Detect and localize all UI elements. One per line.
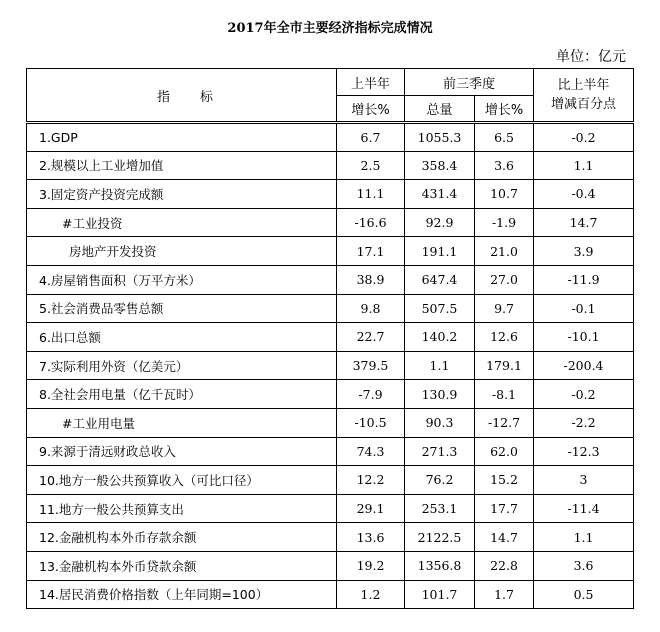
row-name: 6.出口总额	[27, 323, 337, 352]
cell-diff: -2.2	[534, 408, 634, 437]
table-row	[27, 466, 634, 495]
cell-q3-growth: 21.0	[475, 237, 534, 266]
row-name: 1.GDP	[27, 123, 337, 152]
row-name: #工业用电量	[27, 408, 337, 437]
row-name: 8.全社会用电量（亿千瓦时）	[27, 380, 337, 409]
row-name: 3.固定资产投资完成额	[27, 180, 337, 209]
row-name: 12.金融机构本外币存款余额	[27, 523, 337, 552]
cell-diff: 14.7	[534, 208, 634, 237]
cell-h1-growth: 1.2	[337, 580, 405, 609]
cell-q3-total: 101.7	[405, 580, 475, 609]
cell-q3-growth: 9.7	[475, 294, 534, 323]
cell-q3-total: 191.1	[405, 237, 475, 266]
table-row	[27, 551, 634, 580]
table-row	[27, 523, 634, 552]
cell-q3-growth: -1.9	[475, 208, 534, 237]
row-name: 5.社会消费品零售总额	[27, 294, 337, 323]
cell-h1-growth: 6.7	[337, 123, 405, 152]
cell-diff: -0.2	[534, 380, 634, 409]
cell-q3-total: 76.2	[405, 466, 475, 495]
cell-q3-growth: 6.5	[475, 123, 534, 152]
cell-diff: -0.1	[534, 294, 634, 323]
header-indicator-char-2: 标	[200, 89, 214, 105]
cell-diff: 3.9	[534, 237, 634, 266]
cell-h1-growth: 379.5	[337, 351, 405, 380]
cell-q3-growth: 179.1	[475, 351, 534, 380]
table-row	[27, 408, 634, 437]
cell-diff: 3.6	[534, 551, 634, 580]
cell-q3-total: 90.3	[405, 408, 475, 437]
table-row	[27, 237, 634, 266]
cell-h1-growth: 12.2	[337, 466, 405, 495]
cell-q3-total: 2122.5	[405, 523, 475, 552]
cell-q3-growth: 15.2	[475, 466, 534, 495]
cell-q3-total: 431.4	[405, 180, 475, 209]
cell-h1-growth: -7.9	[337, 380, 405, 409]
header-indicator	[27, 69, 337, 123]
table-row	[27, 323, 634, 352]
cell-q3-total: 1055.3	[405, 123, 475, 152]
row-name: 4.房屋销售面积（万平方米）	[27, 265, 337, 294]
header-indicator-char-1: 指	[157, 89, 171, 105]
header-q3-growth: 增长%	[475, 96, 534, 123]
cell-diff: -11.4	[534, 494, 634, 523]
cell-q3-growth: -12.7	[475, 408, 534, 437]
cell-h1-growth: 11.1	[337, 180, 405, 209]
table-row	[27, 208, 634, 237]
cell-diff: -0.2	[534, 123, 634, 152]
cell-diff: 3	[534, 466, 634, 495]
cell-diff: -10.1	[534, 323, 634, 352]
row-name: 2.规模以上工业增加值	[27, 151, 337, 180]
cell-q3-total: 1.1	[405, 351, 475, 380]
table-row	[27, 380, 634, 409]
header-h1-growth: 增长%	[337, 96, 405, 123]
cell-diff: 1.1	[534, 523, 634, 552]
table-row	[27, 437, 634, 466]
header-q3: 前三季度	[405, 69, 534, 96]
header-diff	[534, 69, 634, 123]
cell-q3-growth: 27.0	[475, 265, 534, 294]
cell-q3-total: 1356.8	[405, 551, 475, 580]
table-header	[27, 69, 634, 123]
table-body	[27, 123, 634, 609]
row-name: 房地产开发投资	[27, 237, 337, 266]
cell-h1-growth: 22.7	[337, 323, 405, 352]
cell-h1-growth: 74.3	[337, 437, 405, 466]
cell-h1-growth: 29.1	[337, 494, 405, 523]
row-name: #工业投资	[27, 208, 337, 237]
cell-q3-growth: 10.7	[475, 180, 534, 209]
table-row	[27, 265, 634, 294]
cell-q3-growth: 3.6	[475, 151, 534, 180]
table-row	[27, 580, 634, 609]
table-row	[27, 294, 634, 323]
header-h1: 上半年	[337, 69, 405, 96]
cell-q3-total: 271.3	[405, 437, 475, 466]
cell-h1-growth: -10.5	[337, 408, 405, 437]
table-row	[27, 180, 634, 209]
row-name: 10.地方一般公共预算收入（可比口径）	[27, 466, 337, 495]
table-row	[27, 494, 634, 523]
cell-q3-total: 140.2	[405, 323, 475, 352]
row-name: 13.金融机构本外币贷款余额	[27, 551, 337, 580]
cell-h1-growth: 19.2	[337, 551, 405, 580]
cell-q3-total: 253.1	[405, 494, 475, 523]
cell-diff: -11.9	[534, 265, 634, 294]
cell-q3-growth: 22.8	[475, 551, 534, 580]
cell-diff: -12.3	[534, 437, 634, 466]
row-name: 9.来源于清远财政总收入	[27, 437, 337, 466]
header-diff-line-1: 比上半年	[557, 78, 610, 93]
table-row	[27, 351, 634, 380]
cell-h1-growth: 38.9	[337, 265, 405, 294]
row-name: 7.实际利用外资（亿美元）	[27, 351, 337, 380]
cell-h1-growth: 9.8	[337, 294, 405, 323]
row-name: 14.居民消费价格指数（上年同期=100）	[27, 580, 337, 609]
cell-diff: 0.5	[534, 580, 634, 609]
cell-q3-growth: 14.7	[475, 523, 534, 552]
cell-diff: 1.1	[534, 151, 634, 180]
page-title: 2017年全市主要经济指标完成情况	[227, 21, 433, 36]
cell-q3-growth: 12.6	[475, 323, 534, 352]
indicators-table	[26, 68, 634, 609]
table-row	[27, 151, 634, 180]
table-row	[27, 123, 634, 152]
cell-h1-growth: -16.6	[337, 208, 405, 237]
header-diff-line-2: 增减百分点	[551, 97, 617, 112]
header-q3-total: 总量	[405, 96, 475, 123]
row-name: 11.地方一般公共预算支出	[27, 494, 337, 523]
cell-q3-total: 358.4	[405, 151, 475, 180]
cell-q3-growth: 62.0	[475, 437, 534, 466]
cell-q3-total: 647.4	[405, 265, 475, 294]
cell-q3-total: 507.5	[405, 294, 475, 323]
cell-q3-growth: -8.1	[475, 380, 534, 409]
cell-diff: -200.4	[534, 351, 634, 380]
cell-h1-growth: 2.5	[337, 151, 405, 180]
cell-q3-total: 130.9	[405, 380, 475, 409]
unit-label: 单位：亿元	[556, 49, 626, 65]
cell-h1-growth: 13.6	[337, 523, 405, 552]
cell-q3-growth: 1.7	[475, 580, 534, 609]
cell-h1-growth: 17.1	[337, 237, 405, 266]
cell-q3-total: 92.9	[405, 208, 475, 237]
cell-q3-growth: 17.7	[475, 494, 534, 523]
cell-diff: -0.4	[534, 180, 634, 209]
